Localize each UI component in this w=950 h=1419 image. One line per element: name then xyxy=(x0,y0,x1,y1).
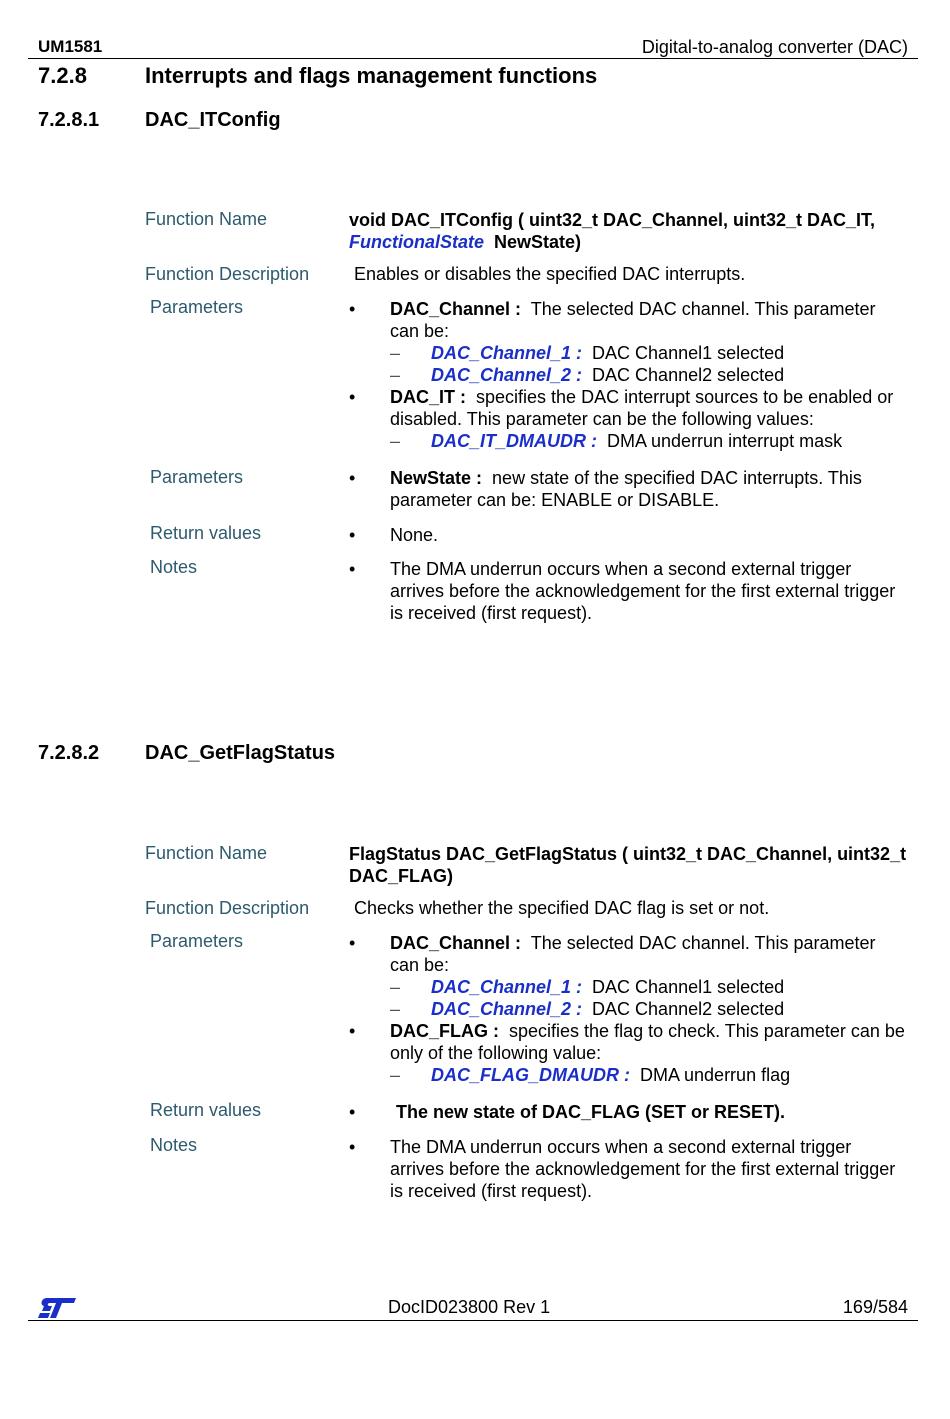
list-item xyxy=(349,467,909,511)
list-item xyxy=(349,558,909,624)
subsection-number: 7.2.8.1 xyxy=(38,109,100,131)
list-item xyxy=(349,998,909,1020)
dash-icon: – xyxy=(390,1065,401,1085)
label-function-name: Function Name xyxy=(145,209,268,229)
param-text: The selected DAC channel. This parameter can be: xyxy=(390,933,876,975)
option-name: DAC_Channel_1 : xyxy=(431,343,583,363)
param-text: specifies the flag to check. This parameter can be only of the following value: xyxy=(390,1021,905,1063)
dash-icon: – xyxy=(390,999,401,1019)
list-item xyxy=(349,364,909,386)
param-text: specifies the DAC interrupt sources to be enabled or disabled. This parameter can be the following values: xyxy=(390,387,894,429)
label-parameters: Parameters xyxy=(150,931,244,951)
parameter-list xyxy=(349,932,909,1086)
label-function-description: Function Description xyxy=(145,264,310,284)
list-item xyxy=(349,386,909,430)
parameter-list xyxy=(349,467,909,511)
bullet-icon: • xyxy=(349,1137,356,1157)
notes-list xyxy=(349,1136,909,1202)
subsection-number: 7.2.8.2 xyxy=(38,742,100,764)
signature-type: FunctionalState xyxy=(349,232,485,252)
option-name: DAC_IT_DMAUDR : xyxy=(431,431,597,451)
label-notes: Notes xyxy=(150,557,198,577)
dash-icon: – xyxy=(390,977,401,997)
option-text: DAC Channel1 selected xyxy=(592,343,785,363)
label-function-description: Function Description xyxy=(145,898,310,918)
note-text: The DMA underrun occurs when a second external trigger arrives before the acknowledgement for the first external trigger is received (first request). xyxy=(390,559,896,623)
option-name: DAC_Channel_2 : xyxy=(431,999,583,1019)
list-item xyxy=(349,342,909,364)
option-name: DAC_Channel_2 : xyxy=(431,365,583,385)
return-list xyxy=(349,524,909,546)
label-parameters: Parameters xyxy=(150,297,244,317)
param-name: DAC_IT : xyxy=(390,387,466,407)
param-text: new state of the specified DAC interrupts. This parameter can be: ENABLE or DISABLE. xyxy=(390,468,862,510)
list-item xyxy=(349,1064,909,1086)
subsection-heading-getflagstatus xyxy=(0,742,950,770)
option-text: DMA underrun flag xyxy=(640,1065,791,1085)
option-text: DAC Channel2 selected xyxy=(592,999,785,1019)
bullet-icon: • xyxy=(349,387,356,407)
list-item xyxy=(349,430,909,452)
list-item xyxy=(349,932,909,976)
option-text: DAC Channel1 selected xyxy=(592,977,785,997)
list-item xyxy=(349,1020,909,1064)
header-doc-code: UM1581 xyxy=(38,37,103,56)
bullet-icon: • xyxy=(349,933,356,953)
list-item xyxy=(349,976,909,998)
footer-rule xyxy=(28,1320,918,1321)
section-number: 7.2.8 xyxy=(38,63,87,88)
signature-rest: NewState) xyxy=(494,232,582,252)
dash-icon: – xyxy=(390,365,401,385)
header-rule xyxy=(28,58,918,59)
subsection-title: DAC_ITConfig xyxy=(145,109,281,131)
label-parameters: Parameters xyxy=(150,467,244,487)
param-name: DAC_Channel : xyxy=(390,933,522,953)
label-notes: Notes xyxy=(150,1135,198,1155)
option-name: DAC_FLAG_DMAUDR : xyxy=(431,1065,630,1085)
param-name: DAC_FLAG : xyxy=(390,1021,499,1041)
bullet-icon: • xyxy=(349,525,356,545)
section-title: Interrupts and flags management functions xyxy=(145,63,598,88)
param-name: NewState : xyxy=(390,468,483,488)
st-logo-icon xyxy=(38,1296,78,1320)
subsection-title: DAC_GetFlagStatus xyxy=(145,742,336,764)
footer-page-number: 169/584 xyxy=(842,1297,908,1317)
list-item xyxy=(349,1136,909,1202)
option-name: DAC_Channel_1 : xyxy=(431,977,583,997)
param-name: DAC_Channel : xyxy=(390,299,522,319)
bullet-icon: • xyxy=(349,299,356,319)
label-return-values: Return values xyxy=(150,523,262,543)
dash-icon: – xyxy=(390,431,401,451)
note-text: The DMA underrun occurs when a second external trigger arrives before the acknowledgement for the first external trigger is received (first request). xyxy=(390,1137,896,1201)
notes-list xyxy=(349,558,909,624)
bullet-icon: • xyxy=(349,1102,356,1122)
option-text: DAC Channel2 selected xyxy=(592,365,785,385)
signature-line1: void DAC_ITConfig ( uint32_t DAC_Channel, uint32_t DAC_IT, xyxy=(349,210,876,230)
bullet-icon: • xyxy=(349,559,356,579)
function-description: Checks whether the specified DAC flag is set or not. xyxy=(354,898,770,918)
footer-doc-id: DocID023800 Rev 1 xyxy=(388,1297,551,1317)
label-function-name: Function Name xyxy=(145,843,268,863)
bullet-icon: • xyxy=(349,468,356,488)
function-signature: FlagStatus DAC_GetFlagStatus ( uint32_t DAC_Channel, uint32_t DAC_FLAG) xyxy=(349,844,907,886)
section-heading xyxy=(0,63,950,93)
function-description: Enables or disables the specified DAC interrupts. xyxy=(354,264,746,284)
list-item xyxy=(349,1101,909,1123)
function-signature xyxy=(349,209,909,253)
return-value: None. xyxy=(390,525,439,545)
label-return-values: Return values xyxy=(150,1100,262,1120)
parameter-list xyxy=(349,298,909,452)
dash-icon: – xyxy=(390,343,401,363)
list-item xyxy=(349,524,909,546)
subsection-heading-itconfig xyxy=(0,109,950,137)
bullet-icon: • xyxy=(349,1021,356,1041)
list-item xyxy=(349,298,909,342)
return-list xyxy=(349,1101,909,1123)
header-chapter: Digital-to-analog converter (DAC) xyxy=(641,37,908,57)
param-text: The selected DAC channel. This parameter can be: xyxy=(390,299,876,341)
option-text: DMA underrun interrupt mask xyxy=(607,431,843,451)
return-value: The new state of DAC_FLAG (SET or RESET). xyxy=(396,1102,786,1122)
